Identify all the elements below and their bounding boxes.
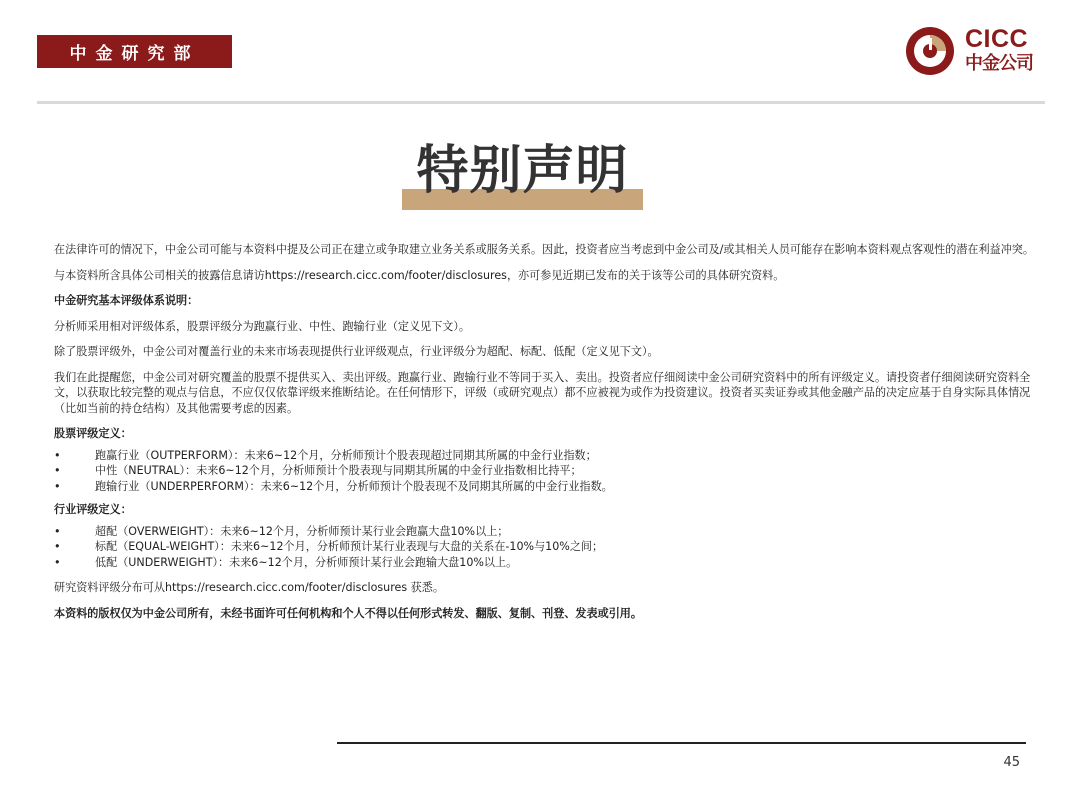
copyright-notice: 本资料的版权仅为中金公司所有，未经书面许可任何机构和个人不得以任何形式转发、翻版、复制、刊登、发表或引用。 [54,606,642,620]
paragraph-rating-distribution: 研究资料评级分布可从https://research.cicc.com/footer/disclosures 获悉。 [54,581,444,594]
list-item: • 标配（EQUAL-WEIGHT）：未来6~12个月，分析师预计某行业表现与大盘的关系在-10%与10%之间； [54,539,1044,555]
paragraph-stock-rating: 分析师采用相对评级体系，股票评级分为跑赢行业、中性、跑输行业（定义见下文）。 [54,319,471,333]
header-divider [37,101,1045,104]
logo-text-en: CICC [965,25,1029,53]
cicc-logo-icon [905,26,955,76]
paragraph-reminder: 我们在此提醒您，中金公司对研究覆盖的股票不提供买入、卖出评级。跑赢行业、跑输行业不等同于买入、卖出。投资者应仔细阅读中金公司研究资料中的所有评级定义。请投资者仔细阅读研究资料全文，以获取比较完整的观点与信息，不应仅仅依靠评级来推断结论。在任何情形下，评级（或研究观点）都不应被视为或作为投资建议。投资者买卖证券或其他金融产品的决定应基于自身实际具体情况（比如当前的持仓结构）及其他需要考虑的因素。 [54,370,1031,415]
stock-rating-heading: 股票评级定义： [54,427,132,440]
stock-rating-list [54,448,1044,495]
logo-text-cn: 中金公司 [965,53,1033,74]
paragraph-disclosure: 与本资料所含具体公司相关的披露信息请访https://research.cicc.com/footer/disclosures，亦可参见近期已发布的关于该等公司的具体研究资料。 [54,268,785,282]
list-item: • 低配（UNDERWEIGHT）：未来6~12个月，分析师预计某行业会跑输大盘10%以上。 [54,555,1044,571]
rating-system-heading: 中金研究基本评级体系说明： [54,294,199,307]
page-number: 45 [1003,755,1020,770]
page-title: 特别声明 [416,141,629,201]
list-item: • 跑赢行业（OUTPERFORM）：未来6~12个月，分析师预计个股表现超过同期其所属的中金行业指数； [54,448,1044,464]
cicc-logo [905,26,1045,78]
paragraph-industry-rating: 除了股票评级外，中金公司对覆盖行业的未来市场表现提供行业评级观点，行业评级分为超配、标配、低配（定义见下文）。 [54,345,659,358]
footer-divider [337,742,1026,744]
industry-rating-list [54,524,1044,571]
list-item: • 中性（NEUTRAL）：未来6~12个月，分析师预计个股表现与同期其所属的中金行业指数相比持平； [54,463,1044,479]
department-label: 中金研究部 [37,35,232,68]
list-item: • 跑输行业（UNDERPERFORM）：未来6~12个月，分析师预计个股表现不及同期其所属的中金行业指数。 [54,479,1044,495]
paragraph-conflict: 在法律许可的情况下，中金公司可能与本资料中提及公司正在建立或争取建立业务关系或服务关系。因此，投资者应当考虑到中金公司及/或其相关人员可能存在影响本资料观点客观性的潜在利益冲突。 [54,243,1034,256]
disclaimer-body [54,242,1044,621]
list-item: • 超配（OVERWEIGHT）：未来6~12个月，分析师预计某行业会跑赢大盘10%以上； [54,524,1044,540]
industry-rating-heading: 行业评级定义： [54,503,132,516]
